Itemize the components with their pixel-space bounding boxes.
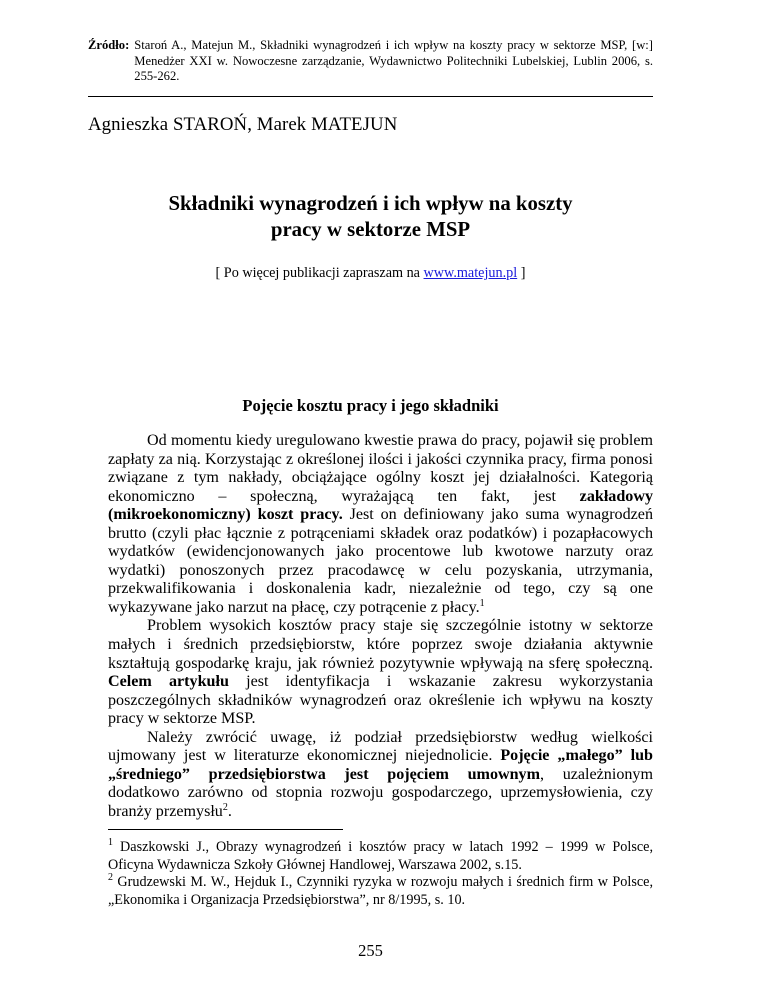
title-line-1: Składniki wynagrodzeń i ich wpływ na koszty — [168, 192, 573, 215]
paragraph-3 — [108, 729, 653, 822]
more-publications — [88, 265, 653, 282]
paragraph-2 — [108, 617, 653, 728]
p2-bold-1: Celem artykułu — [108, 673, 229, 691]
p3-bold-1: Pojęcie „małego” lub „średniego” przedsiębiorstwa jest pojęciem umownym — [108, 747, 653, 783]
p2-text-2: jest identyfikacja i wskazanie zakresu wykorzystania poszczególnych składników wynagrodzeń oraz określenie ich wpływu na koszty pracy w sektorze MSP. — [108, 673, 653, 728]
authors: Agnieszka STAROŃ, Marek MATEJUN — [88, 114, 398, 135]
footnote-2 — [108, 874, 653, 909]
p2-text-1: Problem wysokich kosztów pracy staje się szczególnie istotny w sektorze małych i średnich przedsiębiorstw, które poprzez swoje działania aktywnie kształtują gospodarkę kraju, jak również pozytywnie wpływają na sferę społeczną. — [108, 617, 653, 672]
header-divider — [88, 96, 653, 97]
footnote-ref-1: 1 — [479, 597, 485, 609]
footnote-1 — [108, 839, 653, 874]
article-body — [108, 432, 653, 821]
p1-text-1: Od momentu kiedy uregulowano kwestie prawa do pracy, pojawił się problem zapłaty za nią. Korzystając z określonej ilości i jakości czynnika pracy, firma ponosi związane z tym nakłady, obciążające ogólny koszt jej działalności. Kategorią ekonomiczno – społeczną, wyrażającą ten fakt, jest — [108, 432, 653, 505]
source-citation — [88, 38, 653, 85]
p3-text-1: Należy zwrócić uwagę, iż podział przedsiębiorstw według wielkości ujmowany jest w literaturze ekonomicznej niejednolicie. — [108, 728, 653, 765]
page-number: 255 — [358, 941, 383, 960]
footnote-1-text: Daszkowski J., Obrazy wynagrodzeń i kosztów pracy w latach 1992 – 1999 w Polsce, Oficyna Wydawnicza Szkoły Głównej Handlowej, Warszawa 2002, s.15. — [108, 839, 653, 873]
more-prefix: [ Po więcej publikacji zapraszam na — [215, 265, 424, 281]
footnote-2-text: Grudzewski M. W., Hejduk I., Czynniki ryzyka w rozwoju małych i średnich firm w Polsce, „Ekonomika i Organizacja Przedsiębiorstwa”, nr 8/1995, s. 10. — [108, 874, 653, 908]
footnote-ref-2: 2 — [222, 801, 228, 813]
p3-text-2: , uzależnionym dodatkowo zarówno od stopnia rozwoju gospodarczego, uprzemysłowienia, czy branży przemysłu — [108, 765, 653, 820]
article-title — [88, 191, 653, 243]
paragraph-1 — [108, 432, 653, 617]
footnote-1-number: 1 — [108, 837, 113, 848]
p3-text-3: . — [227, 802, 232, 820]
footnote-2-number: 2 — [108, 872, 113, 884]
footnote-divider — [108, 829, 343, 830]
source-text: Staroń A., Matejun M., Składniki wynagrodzeń i ich wpływ na koszty pracy w sektorze MSP, [w:] Menedżer XXI w. Nowoczesne zarządzanie, Wydawnictwo Politechniki Lubelskiej, Lublin 2006, s. 255-262. — [134, 38, 653, 83]
more-suffix: ] — [517, 265, 526, 281]
website-link[interactable]: www.matejun.pl — [423, 265, 518, 281]
section-heading: Pojęcie kosztu pracy i jego składniki — [242, 396, 499, 415]
source-label: Źródło: — [88, 38, 130, 52]
p1-bold-1: zakładowy (mikroekonomiczny) koszt pracy. — [108, 487, 653, 524]
p1-text-2: Jest on definiowany jako suma wynagrodzeń brutto (czyli płac łącznie z potrąceniami składek oraz podatków) i pozapłacowych wydatków (ewidencjonowanych jako procentowe lub kwotowe narzuty oraz wydatki) ponoszonych przez pracodawcę w celu pozyskania, utrzymania, przekwalifikowania i doskonalenia kadr, niezależnie od tego, czy są one wykazywane jako narzut na płacę, czy potrącenie z płacy. — [108, 506, 653, 616]
footnotes — [108, 839, 653, 909]
title-line-2: pracy w sektorze MSP — [270, 218, 471, 241]
